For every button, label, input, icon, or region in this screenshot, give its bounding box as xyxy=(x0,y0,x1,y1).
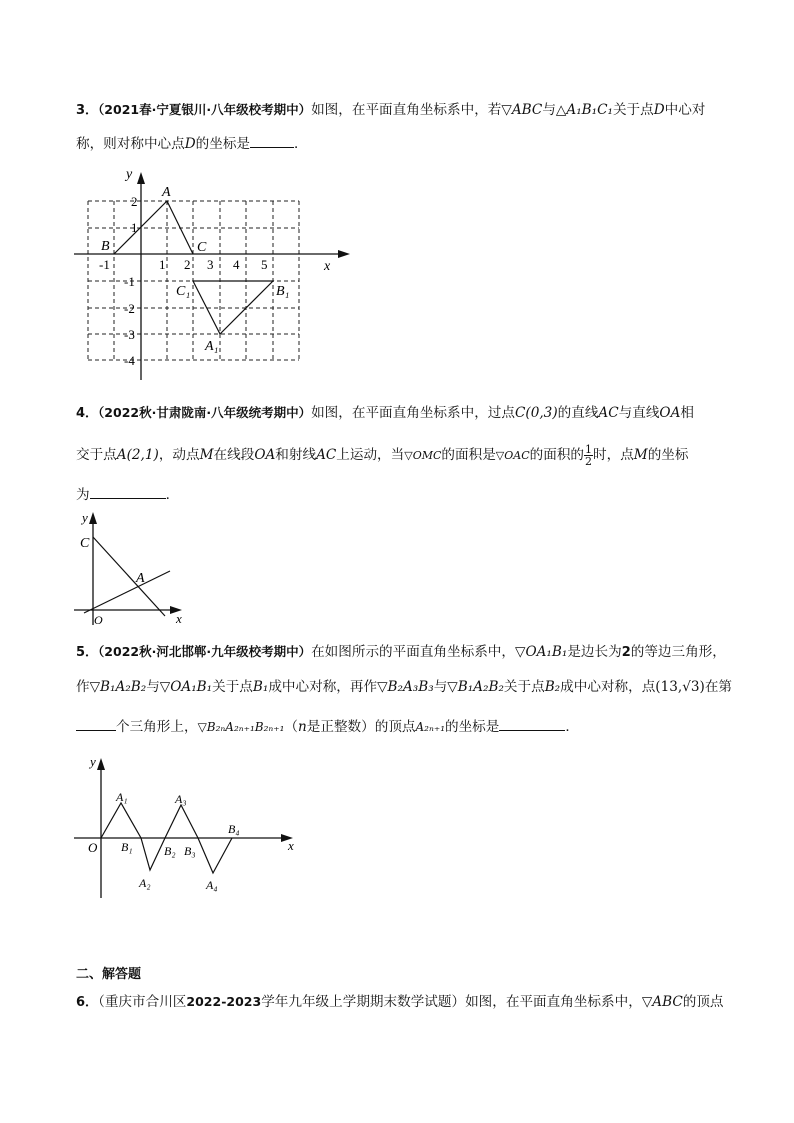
q6-triangle-abc: ▽ABC xyxy=(641,994,683,1010)
q5-point-a2n1: A₂ₙ₊₁ xyxy=(415,720,445,734)
q5-point-13-sqrt3: (13,√3) xyxy=(655,679,705,695)
q3-x-tick: 1 xyxy=(159,257,166,272)
q6-source-year: 2022-2023 xyxy=(186,994,262,1009)
q5-triangle-oa1b1: ▽OA₁B₁ xyxy=(515,644,568,660)
q6-text: 的顶点 xyxy=(682,994,724,1010)
q4-triangle-omc: ▽OMC xyxy=(404,449,442,462)
q5-text: 的坐标是 xyxy=(445,719,500,735)
q3-y-label: y xyxy=(126,167,133,182)
q4-fraction-half xyxy=(584,444,593,467)
q4-number: 4． xyxy=(76,406,99,421)
q4-text: 的面积是 xyxy=(441,447,496,463)
q4-line-oa: OA xyxy=(659,405,681,421)
q5-y-label: y xyxy=(90,754,96,769)
q5-line-2 xyxy=(76,677,754,697)
q3-line-2 xyxy=(76,133,754,154)
q3-answer-blank[interactable] xyxy=(250,133,294,148)
q3-triangle-abc: ▽ABC xyxy=(501,102,543,118)
q3-text: ． xyxy=(294,136,308,152)
q3-text: 与 xyxy=(542,102,556,118)
q5-number: 5． xyxy=(76,645,99,660)
q3-y-tick: -2 xyxy=(124,301,135,316)
q5-text: 与 xyxy=(433,679,448,695)
q3-text: 关于点 xyxy=(612,102,654,118)
q4-point-a: A(2,1) xyxy=(116,447,159,463)
q4-label-o: O xyxy=(94,613,103,627)
q3-y-tick: 1 xyxy=(131,220,138,235)
q3-text: 的坐标是 xyxy=(195,136,251,152)
q4-text: 如图，在平面直角坐标系中，过点 xyxy=(311,405,515,421)
q3-triangle-a1b1c1: △A₁B₁C₁ xyxy=(555,102,613,118)
q5-figure xyxy=(70,750,302,902)
q4-fraction-numerator: 1 xyxy=(585,443,593,456)
q5-text: 的等边三角形， xyxy=(630,644,726,660)
q4-line-3 xyxy=(76,484,754,505)
q4-line-2 xyxy=(76,444,754,467)
q5-label-b1: B₁ xyxy=(121,840,133,854)
q4-text: 和射线 xyxy=(275,447,317,463)
q4-text: 交于点 xyxy=(76,447,117,463)
q3-number: 3． xyxy=(76,103,99,118)
q3-y-tick: -3 xyxy=(124,327,135,342)
q3-label-a1: A₁ xyxy=(205,339,219,354)
q5-triangle-b2a3b3: ▽B₂A₃B₃ xyxy=(377,679,434,695)
q4-text: 与直线 xyxy=(618,405,660,421)
q4-text: 的直线 xyxy=(557,405,599,421)
q5-source: （2022秋·河北邯郸·九年级校考期中） xyxy=(98,644,312,659)
q5-triangle-b1a2b2: ▽B₁A₂B₂ xyxy=(89,679,147,695)
q4-x-label: x xyxy=(176,611,182,626)
q5-text: 成中心对称，点 xyxy=(560,679,656,695)
q5-label-b2: B₂ xyxy=(164,844,176,858)
q5-text: 作 xyxy=(76,679,90,695)
q5-text: ． xyxy=(565,719,579,735)
q5-label-b4: B₄ xyxy=(228,822,240,836)
q4-y-label: y xyxy=(82,510,88,525)
q3-text: 称，则对称中心点 xyxy=(76,136,185,152)
q5-text: 成中心对称，再作 xyxy=(268,679,378,695)
q5-x-label: x xyxy=(288,838,294,853)
q3-x-tick: -1 xyxy=(99,257,110,272)
q5-text: 关于点 xyxy=(503,679,545,695)
q5-triangle-b1a2b2: ▽B₁A₂B₂ xyxy=(447,679,504,695)
q3-text: 中心对 xyxy=(664,102,706,118)
q5-text: 与 xyxy=(146,679,160,695)
q4-text: 时，点 xyxy=(593,447,634,463)
q5-text: （ xyxy=(284,719,298,735)
q4-text: ，动点 xyxy=(158,447,200,463)
q3-figure xyxy=(70,164,360,384)
q3-source: （2021春·宁夏银川·八年级校考期中） xyxy=(98,102,312,117)
q4-answer-blank[interactable] xyxy=(90,484,166,499)
q5-text: 个三角形上， xyxy=(116,719,198,735)
q4-text: 相 xyxy=(680,405,694,421)
q4-point-m: M xyxy=(633,447,648,463)
q5-line-1 xyxy=(76,642,754,663)
q4-text: 在线段 xyxy=(213,447,255,463)
q5-label-b3: B₃ xyxy=(184,844,196,858)
q3-label-c: C xyxy=(197,240,207,255)
q3-label-a: A xyxy=(162,185,171,200)
q4-point-m: M xyxy=(199,447,214,463)
q5-label-a1: A₁ xyxy=(116,790,128,804)
q5-side-length: 2 xyxy=(621,645,631,660)
q5-text: 在如图所示的平面直角坐标系中， xyxy=(311,644,515,660)
q6-number: 6． xyxy=(76,995,99,1010)
q4-text: 的坐标 xyxy=(647,447,689,463)
q6-source: （重庆市合川区 xyxy=(98,994,187,1010)
q5-text: 是边长为 xyxy=(567,644,622,660)
q3-text: 如图，在平面直角坐标系中，若 xyxy=(311,102,502,118)
q5-label-a2: A₂ xyxy=(139,876,151,890)
q5-label-a4: A₄ xyxy=(206,878,218,892)
q3-label-b: B xyxy=(101,239,110,254)
q5-line-3 xyxy=(76,716,754,737)
q4-figure xyxy=(70,505,195,630)
q3-label-c1: C₁ xyxy=(176,284,191,299)
q3-y-tick: -1 xyxy=(124,274,135,289)
q5-answer-blank-1[interactable] xyxy=(76,716,116,731)
q3-line-1 xyxy=(76,100,754,121)
q4-line-1 xyxy=(76,403,754,424)
q3-point-d: D xyxy=(653,102,665,118)
section-heading: 二、解答题 xyxy=(76,967,142,982)
q5-text: 关于点 xyxy=(212,679,253,695)
q4-point-c: C(0,3) xyxy=(515,405,558,421)
q5-triangle-oa1b1: ▽OA₁B₁ xyxy=(159,679,213,695)
q4-fraction-denominator: 2 xyxy=(585,455,593,468)
q3-label-b1: B₁ xyxy=(276,284,290,299)
q5-answer-blank-2[interactable] xyxy=(499,716,565,731)
q5-label-a3: A₃ xyxy=(175,792,187,806)
q5-text: 是正整数）的顶点 xyxy=(306,719,416,735)
q6-source: 学年九年级上学期期末数学试题） xyxy=(261,994,466,1010)
q4-text: 的面积的 xyxy=(529,447,585,463)
q3-x-tick: 5 xyxy=(261,257,268,272)
q5-point-b2: B₂ xyxy=(544,679,561,695)
q4-line-ac: AC xyxy=(316,447,337,463)
q4-text: ． xyxy=(165,487,180,503)
q6-text: 如图，在平面直角坐标系中， xyxy=(465,994,642,1010)
q4-text: 为 xyxy=(76,487,90,503)
q5-point-b1: B₁ xyxy=(252,679,269,695)
q4-label-c: C xyxy=(80,536,90,551)
q5-label-o: O xyxy=(88,840,98,855)
q6-line-1 xyxy=(76,992,754,1013)
q5-triangle-general: ▽B₂ₙA₂ₙ₊₁B₂ₙ₊₁ xyxy=(197,720,285,734)
q3-x-label: x xyxy=(324,259,331,274)
q3-x-tick: 2 xyxy=(184,257,191,272)
q3-x-tick: 4 xyxy=(233,257,240,272)
q3-x-tick: 3 xyxy=(207,257,214,272)
q3-point-d: D xyxy=(184,136,196,152)
q4-line-ac: AC xyxy=(598,405,619,421)
q3-y-tick: 2 xyxy=(131,194,138,209)
q4-line-oa: OA xyxy=(254,447,276,463)
q4-source: （2022秋·甘肃陇南·八年级统考期中） xyxy=(98,405,312,420)
q4-label-a: A xyxy=(136,571,145,586)
q4-triangle-oac: ▽OAC xyxy=(495,449,530,462)
q5-text: 在第 xyxy=(704,679,733,695)
q3-y-tick: -4 xyxy=(124,353,135,368)
q5-variable-n: n xyxy=(298,719,307,735)
q4-text: 上运动，当 xyxy=(336,447,405,463)
